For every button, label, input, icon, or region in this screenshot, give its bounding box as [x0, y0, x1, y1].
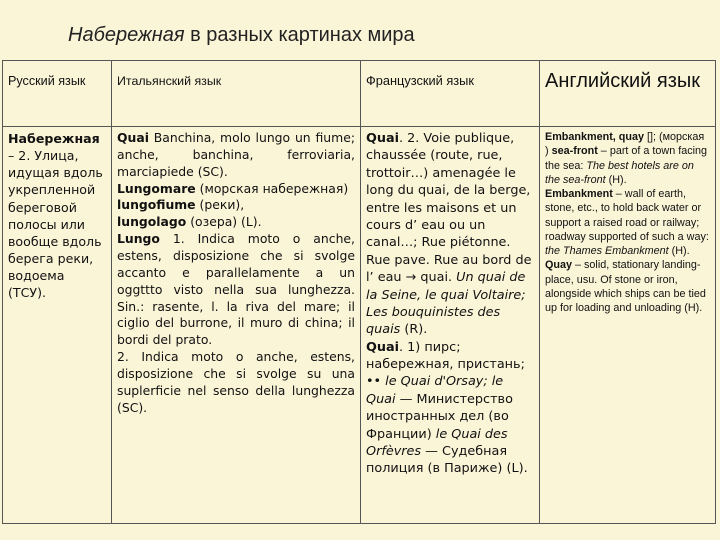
it-lungolago-term: lungolago	[117, 214, 187, 230]
cell-french	[361, 127, 540, 524]
it-lungomare	[117, 181, 355, 198]
it-lungo-term: Lungo	[117, 231, 160, 247]
en-entry1	[545, 130, 710, 187]
en-def1b: – part of a town facing the sea:	[545, 145, 708, 172]
fr-term2: Quai	[366, 339, 400, 355]
fr-def2b: — Министерство иностранных дел (во Франции)	[366, 391, 513, 442]
en-term2: Embankment	[545, 188, 613, 200]
en-src2: (H).	[668, 245, 690, 257]
it-quai-def: Banchina, molo lungo un fiume; anche, banchina, ferroviaria, marciapiede (SC).	[117, 130, 355, 179]
fr-ex3: le Quai des Orfèvres	[366, 426, 508, 460]
fr-ex2: le Quai d'Orsay; le Quai	[366, 374, 504, 407]
it-lungofiume	[117, 197, 355, 214]
cell-italian	[112, 127, 361, 524]
fr-entry2	[366, 339, 534, 478]
header-french: Французский язык	[361, 61, 540, 127]
it-def2: 2. Indica moto o anche, estens, disposizione che si svolge su una suplerficie nel senso della lunghezza (SC).	[117, 349, 355, 415]
fr-src1: (R).	[400, 322, 428, 338]
it-quai	[117, 130, 355, 181]
en-entry2	[545, 187, 710, 258]
fr-ex1: Un quai de la Seine, le quai Voltaire; Les bouquinistes des quais	[366, 270, 526, 338]
title-rest: в разных картинах мира	[184, 24, 415, 46]
cell-english	[540, 127, 716, 524]
en-src1: (H).	[605, 173, 627, 186]
it-lungomare-term: Lungomare	[117, 180, 196, 196]
cell-russian	[3, 127, 112, 524]
fr-def2c: — Судебная полиция (в Париже) (L).	[366, 444, 528, 477]
it-lungofiume-term: lungofiume	[117, 197, 196, 213]
fr-term1: Quai	[366, 131, 400, 146]
it-lungolago-def: (озера) (L).	[186, 214, 262, 230]
fr-entry1	[366, 130, 534, 339]
page-title	[68, 24, 415, 47]
en-entry3	[545, 258, 710, 315]
en-ex2: the Thames Embankment	[545, 245, 669, 257]
title-italic: Набережная	[68, 24, 185, 46]
en-ex1: The best hotels are on the sea-front	[545, 159, 694, 186]
header-italian: Итальянский язык	[112, 61, 361, 127]
header-russian: Русский язык	[3, 61, 112, 127]
header-english: Английский язык	[540, 61, 716, 127]
ru-body: – 2. Улица, идущая вдоль укрепленной береговой полосы или вообще вдоль берега реки, водоема (ТСУ).	[8, 148, 103, 301]
comparison-table	[2, 60, 716, 524]
en-term1: Embankment, quay	[545, 131, 644, 143]
it-lungo-def: 1. Indica moto o anche, estens, disposizione che si svolge accanto e parallelamente a un oggttto visto nella sua lunghezza. Sin.: rasente, l. la riva del mare; il ciglio del burrone, il muro di china; il bordi del prato.	[117, 231, 355, 348]
it-lungolago	[117, 214, 355, 231]
it-lungo	[117, 231, 355, 349]
it-lungomare-def: (морская набережная)	[195, 180, 349, 196]
fr-def2: . 1) пирс; набережная, пристань; ••	[366, 339, 525, 390]
header-row	[3, 61, 716, 127]
ru-head: Набережная	[8, 131, 100, 146]
fr-def1: . 2. Voie publique, chaussée (route, rue, trottoir…) amenagée le long du quai, de la berge, entre les maisons et un cours d’ eau ou un canal…; Rue piétonne. Rue pave. Rue au bord de l’ eau → quai.	[366, 131, 532, 286]
it-lungofiume-def: (реки),	[195, 197, 245, 213]
en-def2: – wall of earth, stone, etc., to hold back water or support a raised road or railway; roadway supported of such a way:	[545, 188, 709, 243]
en-mark1: [];	[644, 131, 659, 143]
en-term1b: sea-front	[551, 145, 598, 158]
en-def1a: (морская )	[545, 131, 705, 158]
it-quai-term: Quai	[117, 130, 149, 145]
en-def3: – solid, stationary landing-place, usu. Of stone or iron, alongside which ships can be tied up for loading and unloading (H).	[545, 259, 706, 314]
en-term3: Quay	[545, 259, 573, 272]
content-row	[3, 127, 716, 524]
